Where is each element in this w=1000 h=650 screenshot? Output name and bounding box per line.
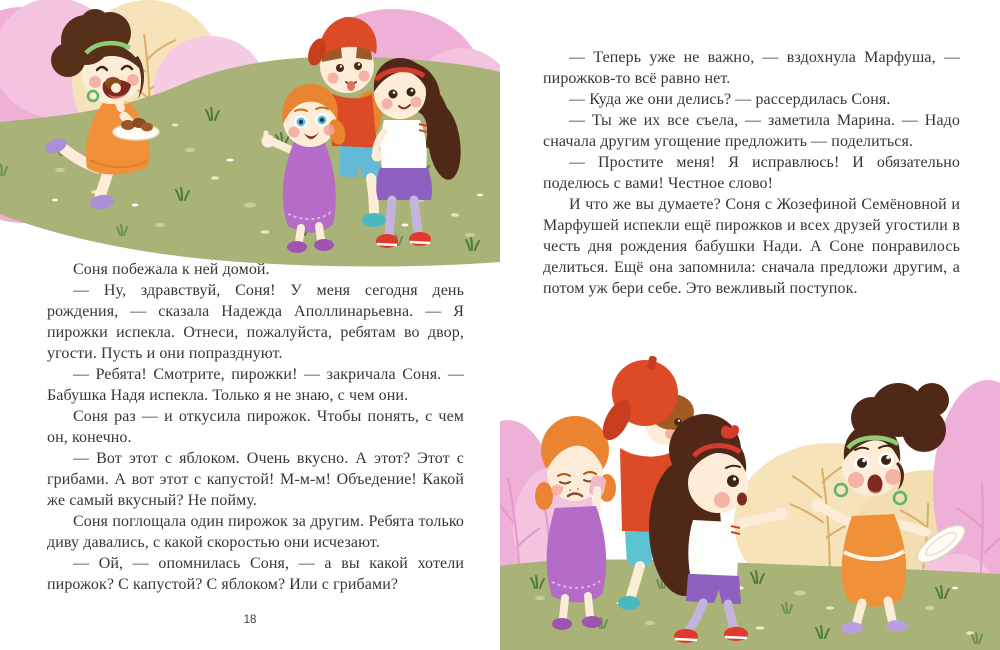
paragraph: — Куда же они делись? — рассердилась Соня. bbox=[569, 91, 891, 108]
illustration-sonya-running-with-pirozhki bbox=[0, 0, 500, 272]
paragraph: — Ты же их все съела, — заметила Марина. — Надо сначала другим угощение предложить — поделиться. bbox=[543, 112, 960, 150]
paragraph: Соня раз — и откусила пирожок. Чтобы понять, с чем он, конечно. bbox=[47, 408, 464, 446]
right-page-text bbox=[543, 47, 960, 299]
paragraph: — Теперь уже не важно, — вздохнула Марфуша, — пирожков-то всё равно нет. bbox=[543, 49, 960, 87]
paragraph: — Ну, здравствуй, Соня! У меня сегодня день рождения, — сказала Надежда Аполлинарьевна. — Я пирожки испекла. Отнеси, пожалуйста, ребятам во двор, угости. Пусть и они попразднуют. bbox=[47, 282, 464, 362]
paragraph: — Вот этот с яблоком. Очень вкусно. А этот? Этот с грибами. А вот этот с капустой! М-м-м! Объедение! Какой же самый вкусный? Не пойму. bbox=[47, 450, 464, 509]
paragraph: — Ой, — опомнилась Соня, — а вы какой хотели пирожок? С капустой? С яблоком? Или с грибами? bbox=[47, 555, 464, 593]
paragraph: — Ребята! Смотрите, пирожки! — закричала Соня. — Бабушка Надя испекла. Только я не знаю, с чем они. bbox=[47, 366, 464, 404]
paragraph: И что же вы думаете? Соня с Жозефиной Семёновной и Марфушей испекли ещё пирожков и всех друзей угостили в честь дня рождения бабушки Нади. А Соне понравилось делиться. Ещё она запомнила: сначала предложи другим, а потом уж бери себе. Это вежливый поступок. bbox=[543, 196, 960, 297]
illustration-sonya-apologizing-empty-plate bbox=[500, 338, 1000, 650]
paragraph: Соня побежала к ней домой. bbox=[73, 261, 270, 278]
paragraph: — Простите меня! Я исправлюсь! И обязательно поделюсь с вами! Честное слово! bbox=[543, 154, 960, 192]
left-page-text bbox=[47, 259, 464, 595]
paragraph: Соня поглощала один пирожок за другим. Ребята только диву давались, с какой скоростью они исчезают. bbox=[47, 513, 464, 551]
page-number: 18 bbox=[243, 614, 257, 626]
